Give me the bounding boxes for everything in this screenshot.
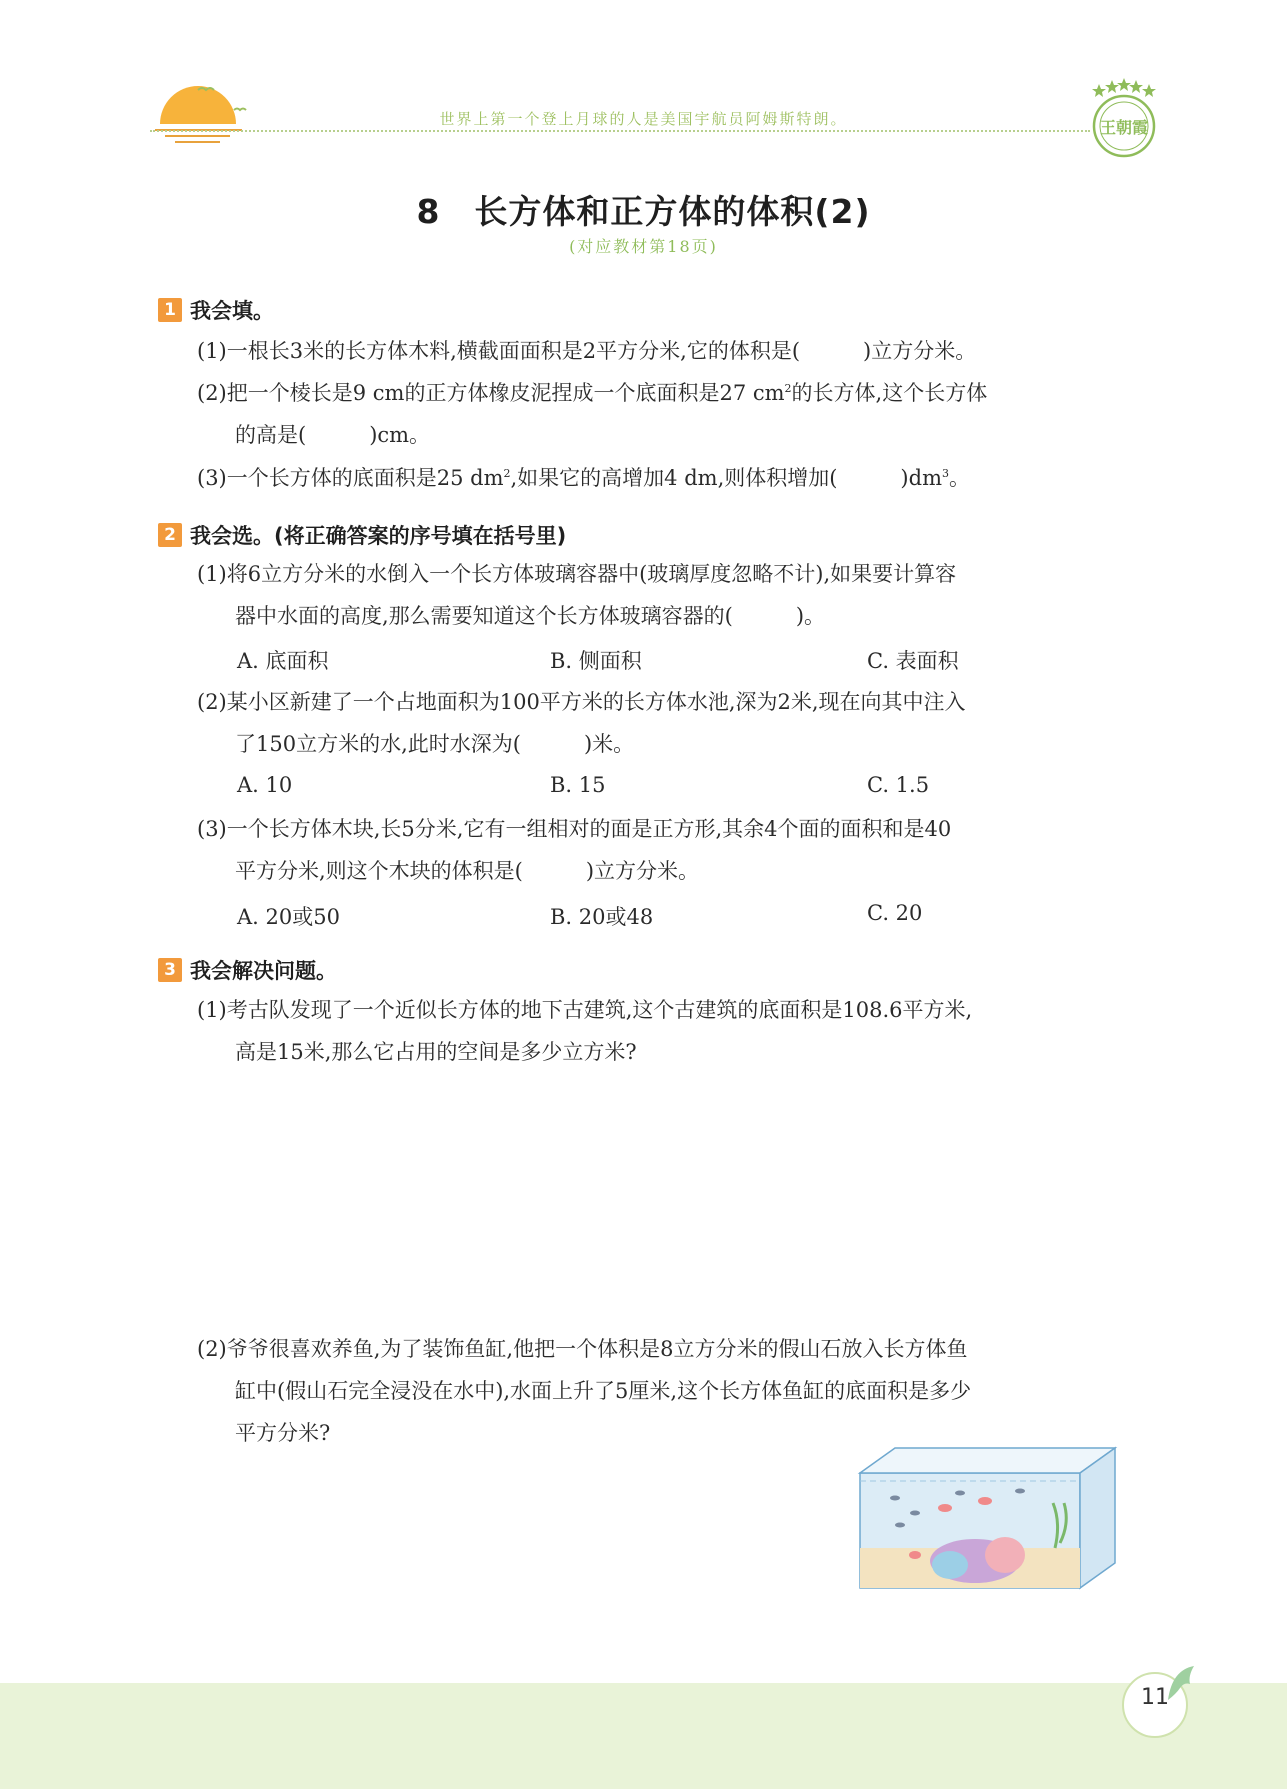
s2-q2-option-c: C. 1.5 xyxy=(867,773,930,797)
header-dotted-line xyxy=(150,130,1090,132)
s2-q2-line2: 了150立方米的水,此时水深为( )米。 xyxy=(235,732,635,756)
s2-q1-line2: 器中水面的高度,那么需要知道这个长方体玻璃容器的( )。 xyxy=(235,604,826,628)
s1-q2-line2: 的高是( )cm。 xyxy=(235,423,431,447)
s1-q1: (1)一根长3米的长方体木料,横截面面积是2平方分米,它的体积是( )立方分米。 xyxy=(197,339,977,363)
section-number-badge: 2 xyxy=(158,523,182,547)
s3-q1-line2: 高是15米,那么它占用的空间是多少立方米? xyxy=(235,1040,637,1064)
page-number: 11 xyxy=(1141,1685,1169,1710)
s2-q1-option-a: A. 底面积 xyxy=(237,649,329,673)
s2-q2-option-b: B. 15 xyxy=(550,773,606,797)
s3-q2-line3: 平方分米? xyxy=(235,1421,331,1445)
section-2-heading xyxy=(158,520,566,550)
s2-q2-option-a: A. 10 xyxy=(237,773,293,797)
s1-q2-line1: (2)把一个棱长是9 cm的正方体橡皮泥捏成一个底面积是27 $cm^2$的长方体,这个长方体 xyxy=(197,381,988,405)
s2-q2-line1: (2)某小区新建了一个占地面积为100平方米的长方体水池,深为2米,现在向其中注入 xyxy=(197,690,966,714)
publisher-logo xyxy=(1085,76,1163,162)
dolphin-icon xyxy=(1160,1660,1200,1710)
logo-text: 王朝霞 xyxy=(1099,118,1149,137)
s2-q3-option-a: A. 20或50 xyxy=(237,905,340,929)
page-subtitle: (对应教材第18页) xyxy=(569,237,718,256)
s3-q2-line1: (2)爷爷很喜欢养鱼,为了装饰鱼缸,他把一个体积是8立方分米的假山石放入长方体鱼 xyxy=(197,1337,968,1361)
s3-q1-line1: (1)考古队发现了一个近似长方体的地下古建筑,这个古建筑的底面积是108.6平方米, xyxy=(197,998,973,1022)
header-fact: 世界上第一个登上月球的人是美国宇航员阿姆斯特朗。 xyxy=(439,110,848,128)
s2-q1-option-c: C. 表面积 xyxy=(867,649,959,673)
section-heading-text: 我会解决问题。 xyxy=(190,959,337,983)
section-number-badge: 1 xyxy=(158,298,182,322)
page-title: 8 长方体和正方体的体积(2) xyxy=(416,192,871,231)
section-heading-text: 我会选。(将正确答案的序号填在括号里) xyxy=(190,524,567,548)
section-3-heading xyxy=(158,955,337,985)
s2-q1-line1: (1)将6立方分米的水倒入一个长方体玻璃容器中(玻璃厚度忽略不计),如果要计算容 xyxy=(197,562,957,586)
s2-q3-line2: 平方分米,则这个木块的体积是( )立方分米。 xyxy=(235,859,700,883)
section-number-badge: 3 xyxy=(158,958,182,982)
section-heading-text: 我会填。 xyxy=(190,299,274,323)
section-1-heading xyxy=(158,295,274,325)
s2-q1-option-b: B. 侧面积 xyxy=(550,649,642,673)
s3-q2-line2: 缸中(假山石完全浸没在水中),水面上升了5厘米,这个长方体鱼缸的底面积是多少 xyxy=(235,1379,972,1403)
s1-q3: (3)一个长方体的底面积是25 $dm^2$,如果它的高增加4 dm,则体积增加( )$dm^3$。 xyxy=(197,466,970,490)
s2-q3-line1: (3)一个长方体木块,长5分米,它有一组相对的面是正方形,其余4个面的面积和是40 xyxy=(197,817,952,841)
s2-q3-option-b: B. 20或48 xyxy=(550,905,654,929)
fish-tank-illustration xyxy=(855,1443,1120,1591)
s2-q3-option-c: C. 20 xyxy=(867,901,923,925)
bottom-decoration xyxy=(0,1683,1287,1789)
